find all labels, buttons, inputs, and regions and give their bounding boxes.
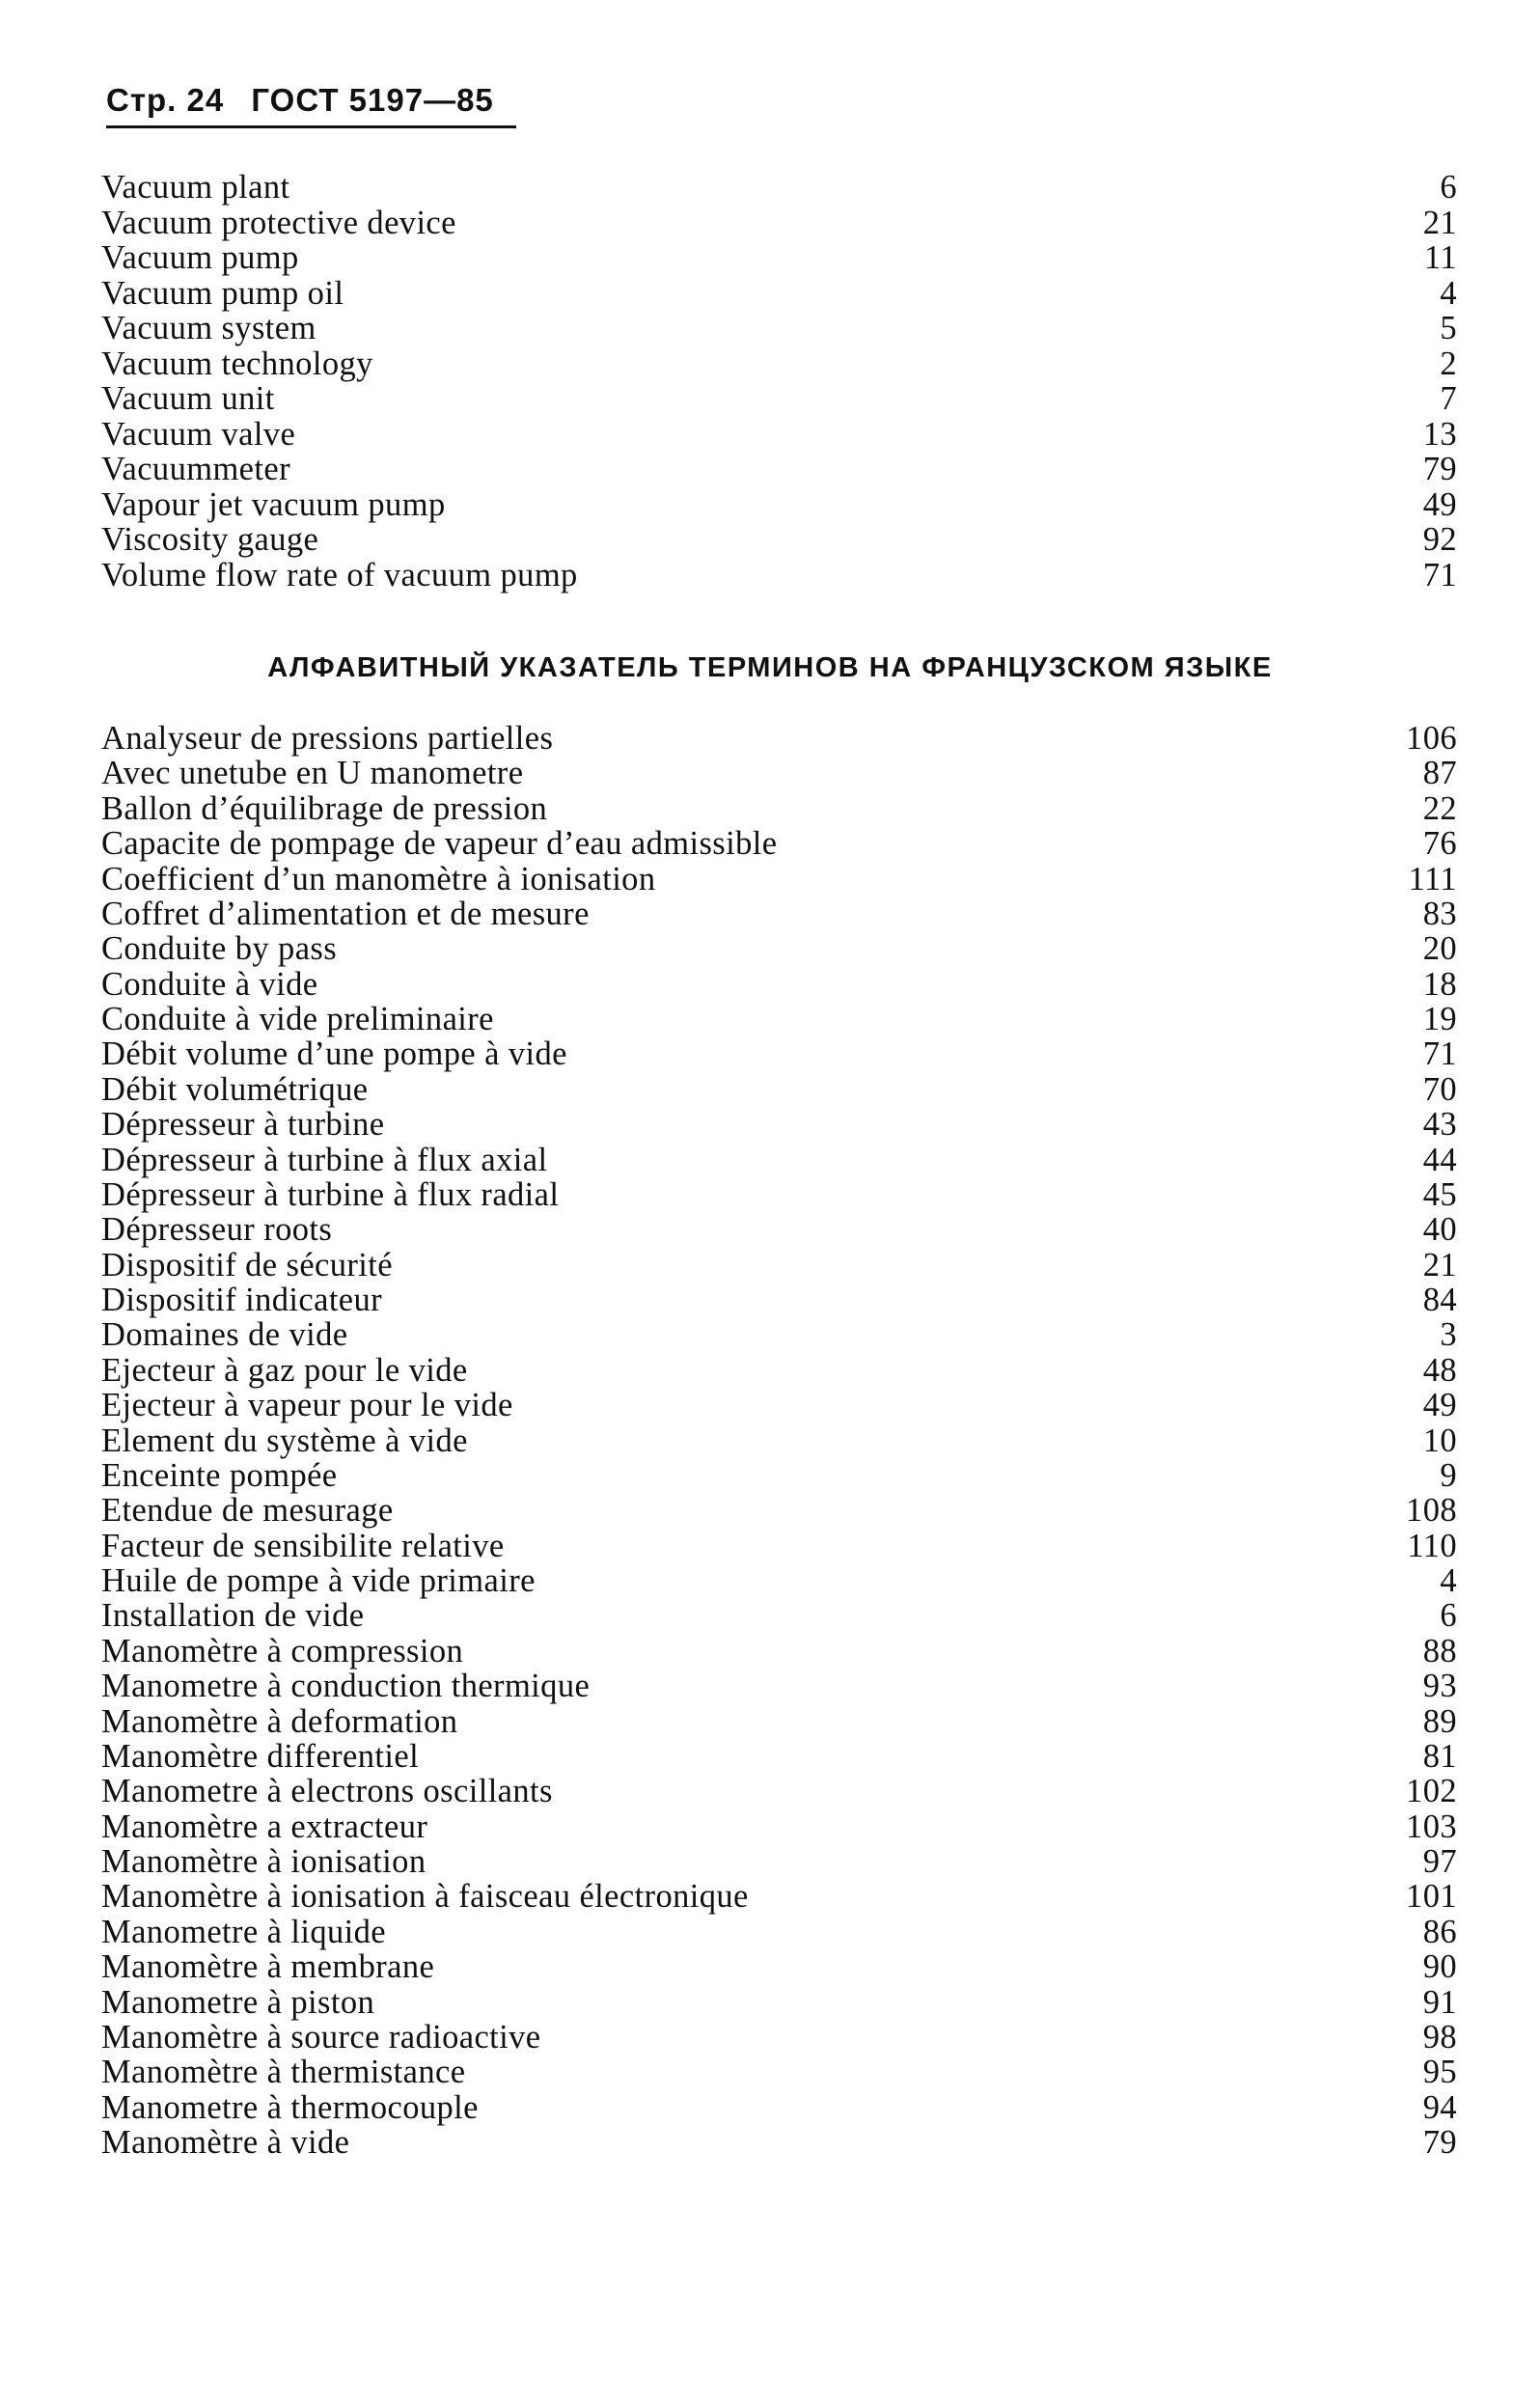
index-term: Manometre à thermocouple — [101, 2088, 479, 2126]
index-term: Manomètre à ionisation à faisceau électronique — [101, 1878, 749, 1916]
term-number: 21 — [1422, 204, 1457, 241]
index-term: Coffret d’alimentation et de mesure — [101, 895, 590, 932]
term-number: 108 — [1406, 1492, 1457, 1530]
index-entry — [101, 1563, 1457, 1598]
index-term: Vacuum protective device — [101, 204, 456, 241]
index-entry — [101, 1844, 1457, 1879]
index-entry — [101, 1458, 1457, 1493]
index-entry — [101, 2020, 1457, 2055]
term-number: 70 — [1422, 1070, 1457, 1108]
term-number: 83 — [1422, 895, 1457, 932]
index-term: Manometre à piston — [101, 1983, 375, 2021]
index-term: Ejecteur à vapeur pour le vide — [101, 1387, 513, 1424]
term-number: 97 — [1422, 1843, 1457, 1880]
term-number: 18 — [1422, 965, 1457, 1003]
index-term: Vacuum unit — [101, 380, 275, 417]
term-number: 95 — [1422, 2054, 1457, 2091]
term-number: 45 — [1422, 1175, 1457, 1213]
index-term: Manomètre à deformation — [101, 1702, 458, 1740]
index-entry — [101, 2125, 1457, 2160]
term-number: 90 — [1422, 1948, 1457, 1986]
term-number: 40 — [1422, 1211, 1457, 1249]
term-number: 49 — [1422, 485, 1457, 523]
index-term: Facteur de sensibilite relative — [101, 1527, 505, 1564]
index-entry — [101, 1107, 1457, 1142]
index-entry — [101, 1704, 1457, 1739]
index-entry — [101, 1985, 1457, 2020]
index-term: Vacuum pump — [101, 239, 299, 276]
term-number: 2 — [1440, 345, 1457, 382]
index-entry — [101, 206, 1457, 241]
term-number: 48 — [1422, 1351, 1457, 1389]
index-term: Manometre à liquide — [101, 1913, 387, 1950]
index-term: Analyseur de pressions partielles — [101, 720, 554, 757]
index-entry — [101, 1353, 1457, 1388]
term-number: 43 — [1422, 1106, 1457, 1144]
index-term: Conduite à vide preliminaire — [101, 1001, 494, 1037]
index-term: Etendue de mesurage — [101, 1492, 394, 1530]
index-term: Manomètre à source radioactive — [101, 2018, 541, 2056]
index-term: Huile de pompe à vide primaire — [101, 1562, 536, 1599]
term-number: 84 — [1422, 1282, 1457, 1318]
index-entry — [101, 791, 1457, 826]
index-entry — [101, 721, 1457, 756]
index-term: Capacite de pompage de vapeur d’eau admissible — [101, 825, 778, 863]
index-entry — [101, 1809, 1457, 1844]
index-entry — [101, 558, 1457, 593]
standard-designation: ГОСТ 5197—85 — [251, 82, 494, 118]
index-term: Vacuum technology — [101, 345, 373, 382]
index-term: Coefficient d’un manomètre à ionisation — [101, 860, 656, 897]
term-number: 106 — [1406, 720, 1457, 757]
term-number: 92 — [1422, 521, 1457, 558]
index-entry — [101, 1949, 1457, 1984]
index-term: Domaines de vide — [101, 1316, 348, 1354]
index-entry — [101, 1879, 1457, 1914]
french-terms-list — [101, 721, 1457, 2160]
index-term: Débit volume d’une pompe à vide — [101, 1035, 567, 1073]
index-term: Manometre à conduction thermique — [101, 1668, 591, 1705]
term-number: 103 — [1406, 1808, 1457, 1845]
index-entry — [101, 897, 1457, 931]
french-index-title: АЛФАВИТНЫЙ УКАЗАТЕЛЬ ТЕРМИНОВ НА ФРАНЦУЗСКОМ ЯЗЫКЕ — [267, 652, 1273, 683]
english-terms-list — [101, 170, 1457, 593]
index-term: Installation de vide — [101, 1597, 365, 1635]
term-number: 19 — [1422, 1001, 1457, 1037]
index-term: Vapour jet vacuum pump — [101, 485, 446, 523]
index-term: Dépresseur à turbine — [101, 1106, 385, 1144]
index-term: Manomètre à thermistance — [101, 2054, 466, 2091]
term-number: 22 — [1422, 789, 1457, 827]
term-number: 102 — [1406, 1773, 1457, 1810]
index-entry — [101, 1317, 1457, 1352]
index-entry — [101, 1248, 1457, 1283]
term-number: 110 — [1407, 1527, 1457, 1564]
index-term: Manomètre à membrane — [101, 1948, 435, 1986]
index-term: Volume flow rate of vacuum pump — [101, 556, 578, 593]
term-number: 11 — [1423, 239, 1457, 276]
term-number: 87 — [1422, 755, 1457, 792]
index-entry — [101, 1598, 1457, 1633]
index-entry — [101, 240, 1457, 276]
term-number: 71 — [1422, 556, 1457, 593]
index-entry — [101, 1423, 1457, 1458]
term-number: 6 — [1440, 169, 1457, 206]
term-number: 49 — [1422, 1387, 1457, 1424]
term-number: 101 — [1406, 1878, 1457, 1916]
index-entry — [101, 381, 1457, 417]
index-entry — [101, 931, 1457, 966]
index-entry — [101, 1739, 1457, 1774]
index-entry — [101, 756, 1457, 790]
index-term: Vacuum system — [101, 310, 316, 346]
term-number: 20 — [1422, 930, 1457, 968]
index-entry — [101, 2055, 1457, 2089]
index-term: Manomètre à compression — [101, 1632, 464, 1670]
index-entry — [101, 170, 1457, 206]
index-entry — [101, 1529, 1457, 1563]
term-number: 6 — [1440, 1597, 1457, 1635]
index-entry — [101, 1143, 1457, 1177]
index-entry — [101, 452, 1457, 487]
index-term: Dépresseur à turbine à flux radial — [101, 1175, 560, 1213]
index-entry — [101, 1388, 1457, 1422]
index-term: Dispositif indicateur — [101, 1282, 383, 1318]
index-entry — [101, 1283, 1457, 1317]
index-term: Ballon d’équilibrage de pression — [101, 789, 548, 827]
term-number: 111 — [1408, 860, 1457, 897]
index-term: Dépresseur roots — [101, 1211, 333, 1249]
index-entry — [101, 1072, 1457, 1107]
index-term: Manomètre differentiel — [101, 1737, 420, 1775]
index-term: Débit volumétrique — [101, 1070, 369, 1108]
index-entry — [101, 311, 1457, 346]
index-term: Manometre à electrons oscillants — [101, 1773, 553, 1810]
term-number: 4 — [1440, 1562, 1457, 1599]
index-term: Dépresseur à turbine à flux axial — [101, 1141, 548, 1178]
index-entry — [101, 417, 1457, 453]
index-entry — [101, 346, 1457, 382]
term-number: 13 — [1422, 415, 1457, 453]
index-term: Vacuum pump oil — [101, 274, 344, 312]
term-number: 71 — [1422, 1035, 1457, 1073]
index-entry — [101, 1177, 1457, 1212]
index-term: Enceinte pompée — [101, 1456, 338, 1494]
index-entry — [101, 1212, 1457, 1247]
term-number: 21 — [1422, 1246, 1457, 1283]
term-number: 10 — [1422, 1421, 1457, 1459]
index-term: Ejecteur à gaz pour le vide — [101, 1351, 468, 1389]
page-header — [106, 79, 516, 128]
term-number: 76 — [1422, 825, 1457, 863]
term-number: 9 — [1440, 1456, 1457, 1494]
term-number: 44 — [1422, 1141, 1457, 1178]
index-term: Element du système à vide — [101, 1421, 468, 1459]
index-term: Manomètre a extracteur — [101, 1808, 428, 1845]
index-term: Manomètre à ionisation — [101, 1843, 426, 1880]
term-number: 98 — [1422, 2018, 1457, 2056]
term-number: 5 — [1440, 310, 1457, 346]
index-entry — [101, 522, 1457, 558]
index-entry — [101, 2090, 1457, 2125]
index-entry — [101, 1036, 1457, 1071]
index-entry — [101, 487, 1457, 523]
term-number: 3 — [1440, 1316, 1457, 1354]
term-number: 4 — [1440, 274, 1457, 312]
term-number: 79 — [1422, 2124, 1457, 2161]
term-number: 88 — [1422, 1632, 1457, 1670]
index-entry — [101, 1493, 1457, 1528]
index-term: Vacuum valve — [101, 415, 296, 453]
index-term: Manomètre à vide — [101, 2124, 350, 2161]
term-number: 81 — [1422, 1737, 1457, 1775]
index-entry — [101, 1915, 1457, 1949]
index-term: Conduite by pass — [101, 930, 338, 968]
index-term: Vacuummeter — [101, 451, 290, 487]
term-number: 7 — [1440, 380, 1457, 417]
index-term: Dispositif de sécurité — [101, 1246, 393, 1283]
index-term: Avec unetube en U manometre — [101, 755, 524, 792]
index-entry — [101, 1002, 1457, 1036]
term-number: 93 — [1422, 1668, 1457, 1705]
index-term: Conduite à vide — [101, 965, 318, 1003]
index-entry — [101, 276, 1457, 312]
index-entry — [101, 1669, 1457, 1703]
index-entry — [101, 967, 1457, 1002]
index-entry — [101, 862, 1457, 897]
page-number-label: Стр. 24 — [106, 82, 225, 118]
term-number: 94 — [1422, 2088, 1457, 2126]
index-entry — [101, 826, 1457, 861]
term-number: 86 — [1422, 1913, 1457, 1950]
index-entry — [101, 1634, 1457, 1669]
term-number: 79 — [1422, 451, 1457, 487]
index-entry — [101, 1774, 1457, 1808]
index-term: Vacuum plant — [101, 169, 290, 206]
term-number: 91 — [1422, 1983, 1457, 2021]
index-term: Viscosity gauge — [101, 521, 319, 558]
term-number: 89 — [1422, 1702, 1457, 1740]
